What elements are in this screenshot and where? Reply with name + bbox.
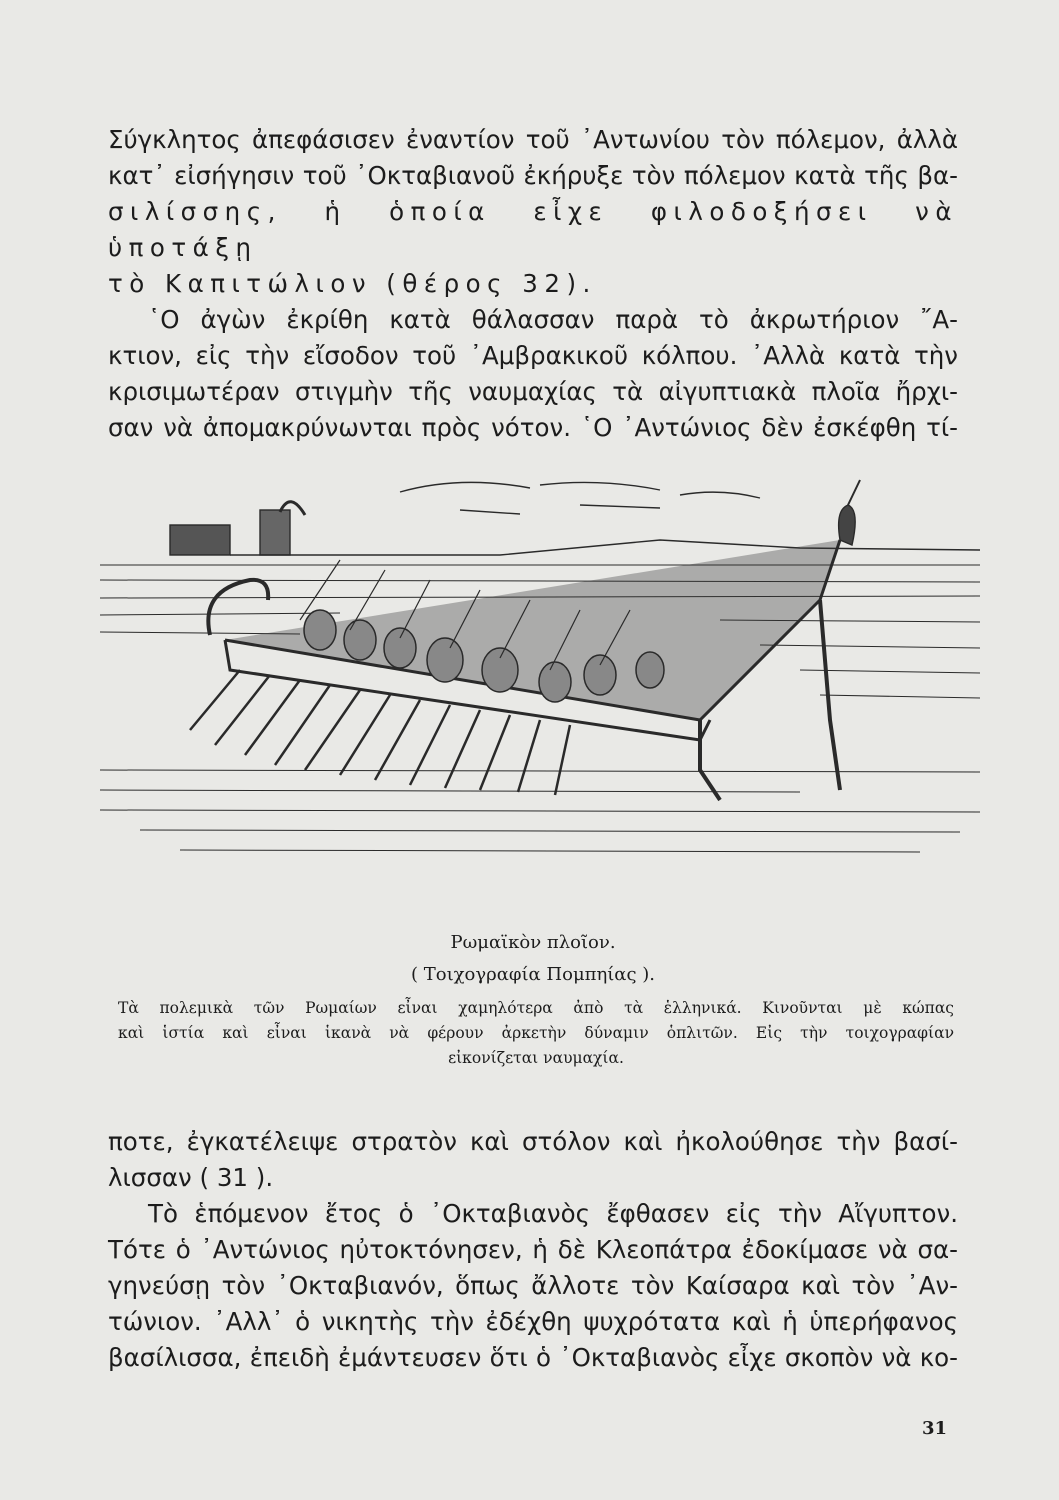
text-line: γηνεύσῃ τὸν ᾿Οκταβιανόν, ὅπως ἄλλοτε τὸν Καίσαρα καὶ τὸν ᾿Αν- xyxy=(108,1271,958,1300)
text-line: σαν νὰ ἀπομακρύνωνται πρὸς νότον. ῾Ο ᾿Αντώνιος δὲν ἐσκέφθη τί- xyxy=(108,413,958,442)
caption-line: καὶ ἱστία καὶ εἶναι ἱκανὰ νὰ φέρουν ἀρκετὴν δύναμιν ὁπλιτῶν. Εἰς τὴν τοιχογραφίαν xyxy=(118,1024,954,1042)
page-number: 31 xyxy=(922,1418,948,1439)
text-line: Τὸ ἑπόμενον ἔτος ὁ ᾿Οκταβιανὸς ἔφθασεν εἰς τὴν Αἴγυπτον. xyxy=(148,1199,958,1228)
text-line: κατ᾿ εἰσήγησιν τοῦ ᾿Οκταβιανοῦ ἐκήρυξε τὸν πόλεμον κατὰ τῆς βα- xyxy=(108,161,958,190)
caption-line: Τὰ πολεμικὰ τῶν Ρωμαίων εἶναι χαμηλότερα ἀπὸ τὰ ἑλληνικά. Κινοῦνται μὲ κώπας xyxy=(118,999,954,1017)
text-line: Σύγκλητος ἀπεφάσισεν ἐναντίον τοῦ ᾿Αντωνίου τὸν πόλεμον, ἀλλὰ xyxy=(108,125,958,154)
text-line: κτιον, εἰς τὴν εἴσοδον τοῦ ᾿Αμβρακικοῦ κόλπου. ᾿Αλλὰ κατὰ τὴν xyxy=(108,341,958,370)
paragraph-top xyxy=(108,122,958,446)
text-line: βασίλισσα, ἐπειδὴ ἐμάντευσεν ὅτι ὁ ᾿Οκταβιανὸς εἶχε σκοπὸν νὰ κο- xyxy=(108,1343,958,1372)
text-line: σιλίσσης, ἡ ὁποία εἶχε φιλοδοξήσει νὰ ὑποτάξῃ xyxy=(108,197,958,262)
text-line: λισσαν ( 31 ). xyxy=(108,1163,274,1192)
text-line: τώνιον. ᾿Αλλ᾿ ὁ νικητὴς τὴν ἐδέχθη ψυχρότατα καὶ ἡ ὑπερήφανος xyxy=(108,1307,958,1336)
text-line: ποτε, ἐγκατέλειψε στρατὸν καὶ στόλον καὶ ἠκολούθησε τὴν βασί- xyxy=(108,1127,958,1156)
figure-caption-title: Ρωμαϊκὸν πλοῖον. xyxy=(450,932,616,953)
roman-ship-illustration xyxy=(100,470,980,870)
text-line: ῾Ο ἀγὼν ἐκρίθη κατὰ θάλασσαν παρὰ τὸ ἀκρωτήριον ῎Α- xyxy=(148,305,958,334)
text-line: τὸ Καπιτώλιον (θέρος 32). xyxy=(108,269,597,298)
figure-caption-body xyxy=(118,996,954,1071)
paragraph-bottom xyxy=(108,1124,958,1376)
caption-line: εἰκονίζεται ναυμαχία. xyxy=(448,1049,624,1067)
text-line: Τότε ὁ ᾿Αντώνιος ηὐτοκτόνησεν, ἡ δὲ Κλεοπάτρα ἐδοκίμασε νὰ σα- xyxy=(108,1235,958,1264)
text-line: κρισιμωτέραν στιγμὴν τῆς ναυμαχίας τὰ αἰγυπτιακὰ πλοῖα ἤρχι- xyxy=(108,377,958,406)
figure-caption-source: ( Τοιχογραφία Πομπηίας ). xyxy=(410,964,656,985)
